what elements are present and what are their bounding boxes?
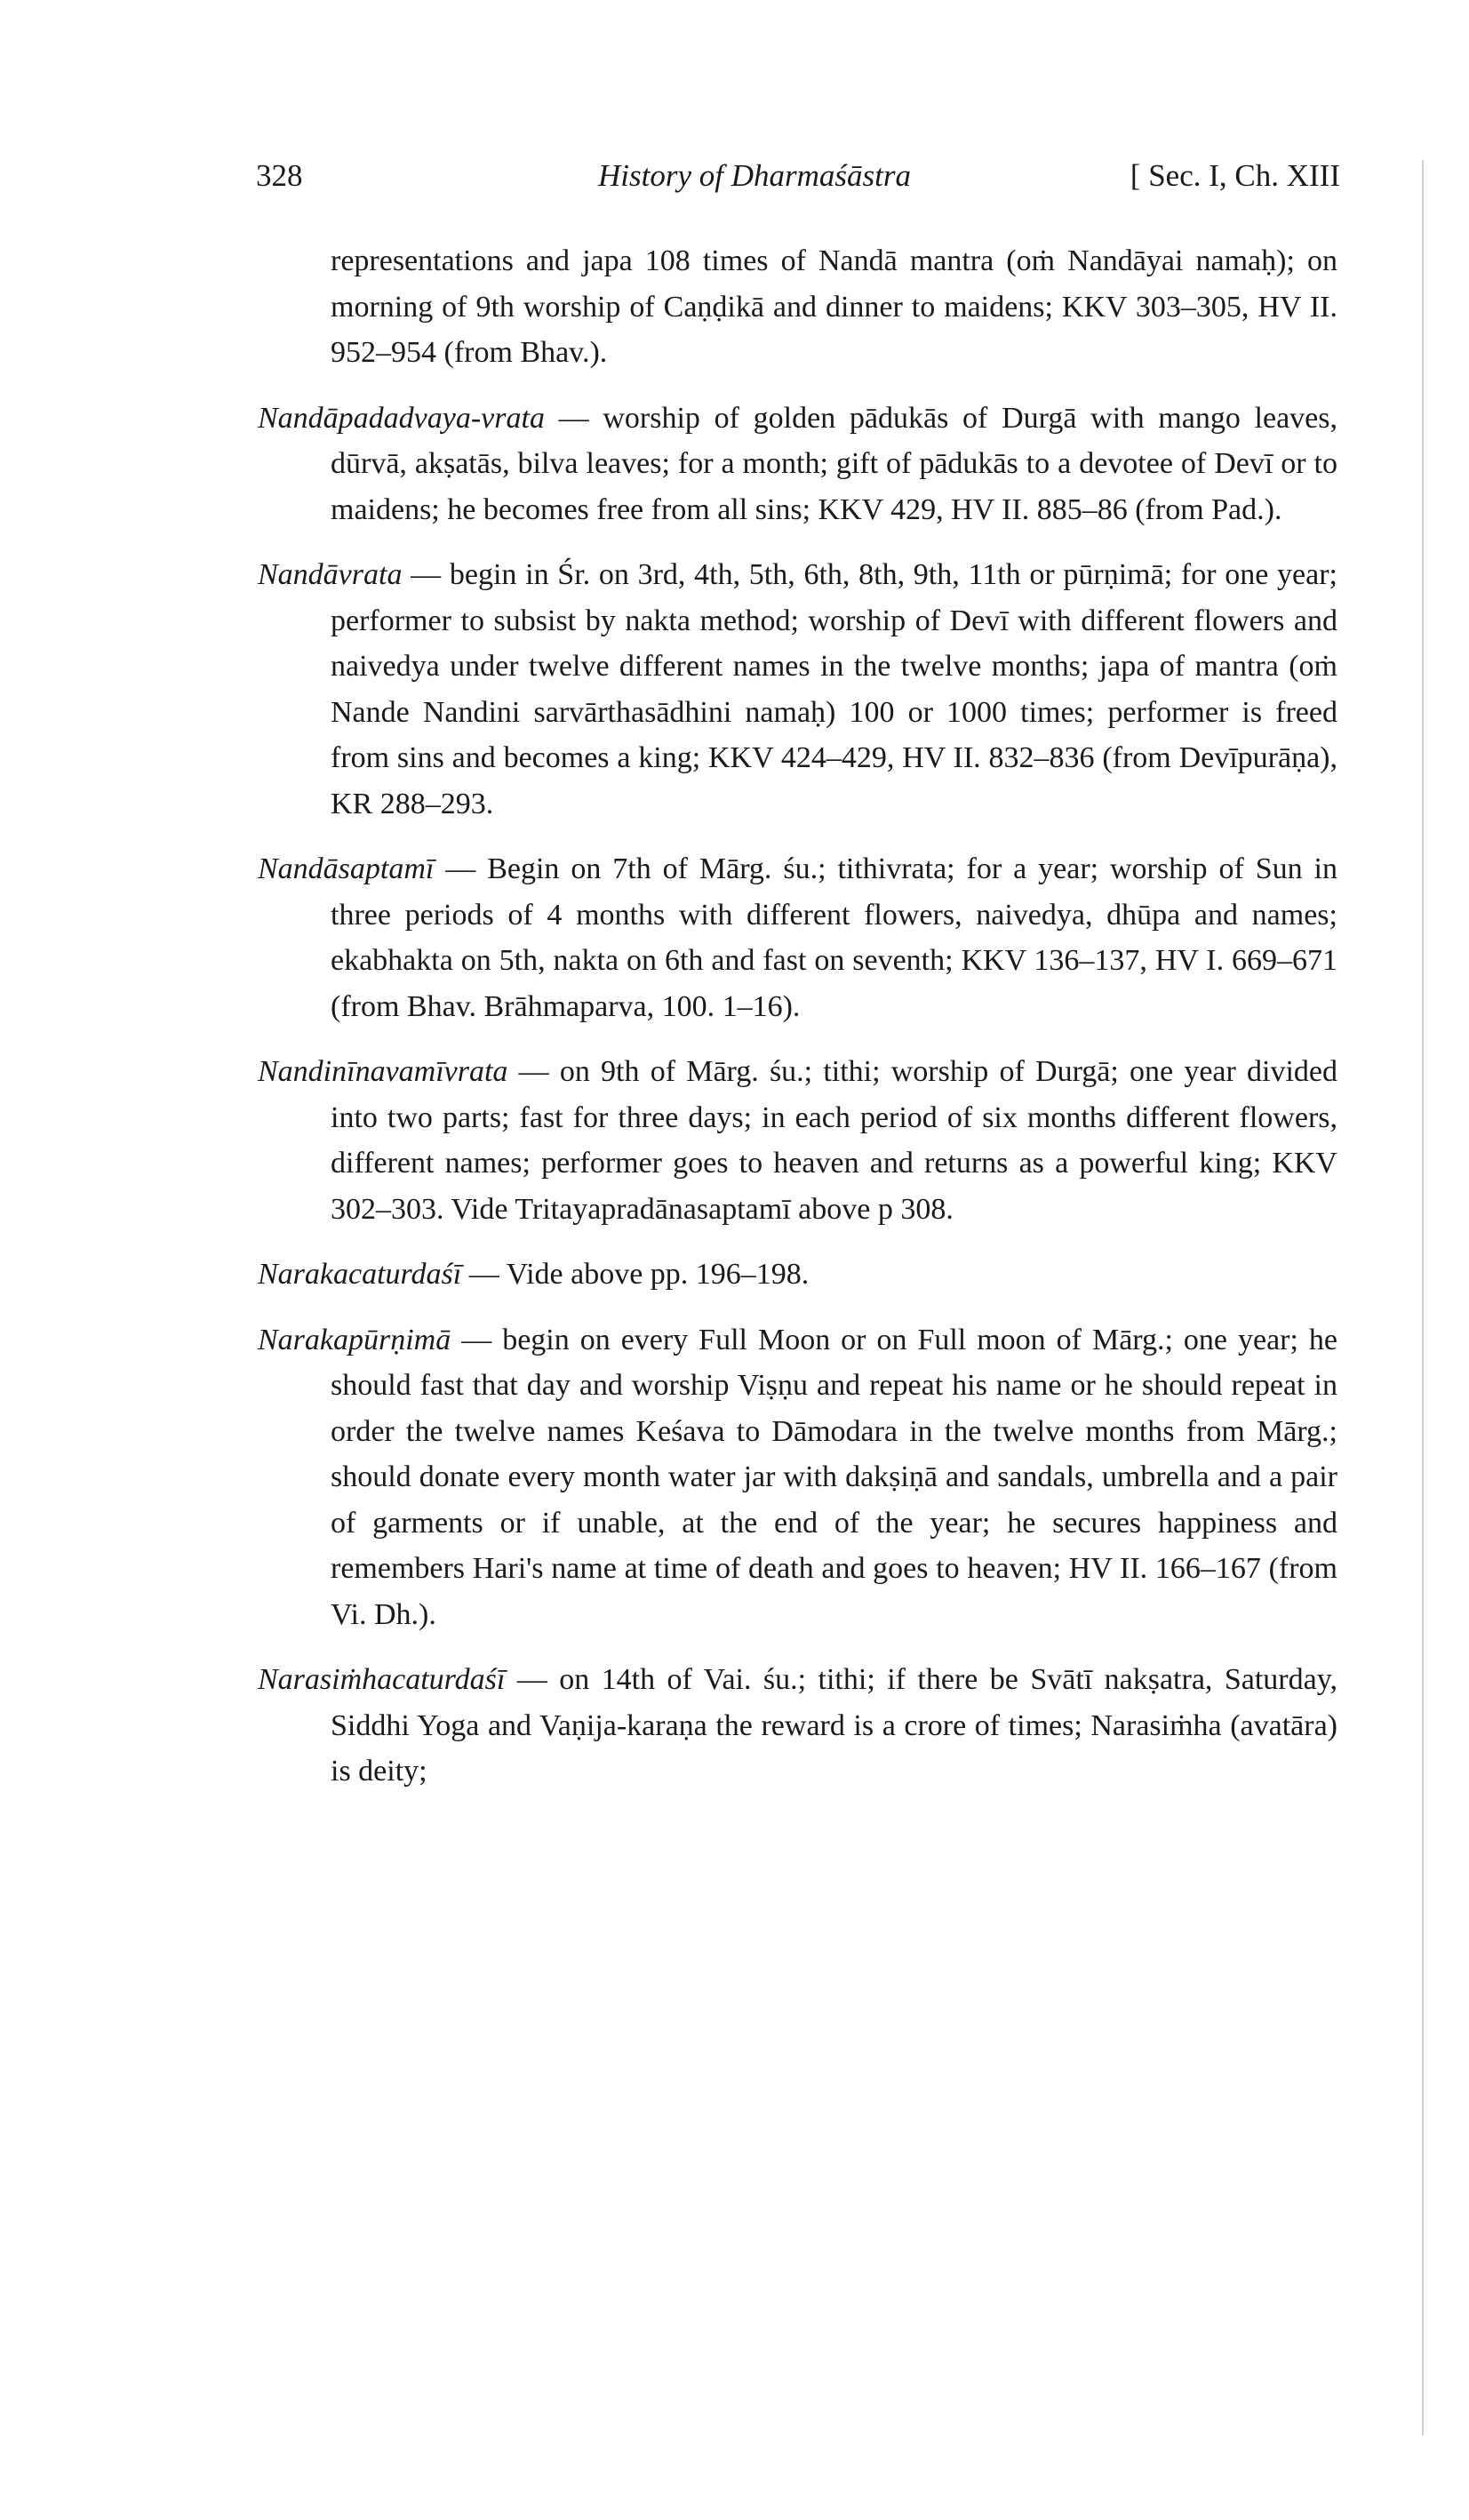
entry-nandasaptami: [258, 846, 1337, 1029]
section-reference: [ Sec. I, Ch. XIII: [1130, 158, 1340, 193]
entry-dash: —: [402, 558, 450, 591]
entry-nandavrata: [258, 552, 1337, 827]
entry-dash: —: [461, 1258, 507, 1291]
entry-narakacaturdasi: [258, 1252, 1337, 1298]
entry-dash: —: [451, 1323, 503, 1356]
entry-term: Nandāsaptamī: [258, 852, 435, 885]
scan-margin-line: [1422, 160, 1424, 2436]
entry-text: Vide above pp. 196–198.: [506, 1258, 810, 1291]
page-header: [256, 158, 1340, 203]
entry-dash: —: [505, 1663, 560, 1696]
entry-term: Narakapūrṇimā: [258, 1323, 451, 1356]
entry-list: [258, 238, 1337, 1814]
entry-text: on 14th of Vai. śu.; tithi; if there be Svātī nakṣatra, Saturday, Siddhi Yoga and Vaṇija-karaṇa the reward is a crore of times; Narasiṁha (avatāra) is deity;: [331, 1663, 1338, 1788]
running-title: History of Dharmaśāstra: [598, 158, 911, 193]
entry-text: Begin on 7th of Mārg. śu.; tithivrata; for a year; worship of Sun in three periods of 4 months with different flowers, naivedya, dhūpa and names; ekabhakta on 5th, nakta on 6th and fast on seventh; KKV 136–137, HV I. 669–671 (from Bhav. Brāhmaparva, 100. 1–16).: [331, 852, 1338, 1023]
entry-nandininavamivrata: [258, 1049, 1337, 1232]
entry-narasimhacaturdasi: [258, 1657, 1337, 1795]
entry-continuation: [258, 238, 1337, 376]
entry-dash: —: [544, 401, 603, 435]
entry-narakapurnima: [258, 1317, 1337, 1638]
entry-term: Nandāpadadvaya-vrata: [258, 401, 545, 435]
entry-term: Narakacaturdaśī: [258, 1258, 462, 1291]
entry-dash: —: [507, 1055, 560, 1088]
entry-term: Nandāvrata: [258, 558, 403, 591]
entry-text: begin on every Full Moon or on Full moon of Mārg.; one year; he should fast that day and worship Viṣṇu and repeat his name or he should repeat in order the twelve names Keśava to Dāmodara in the twelve months from Mārg.; should donate every month water jar with dakṣiṇā and sandals, umbrella and a pair of garments or if unable, at the end of the year; he secures happiness and remembers Hari's name at time of death and goes to heaven; HV II. 166–167 (from Vi. Dh.).: [331, 1323, 1338, 1631]
entry-text: on 9th of Mārg. śu.; tithi; worship of Durgā; one year divided into two parts; fast for three days; in each period of six months different flowers, different names; performer goes to heaven and returns as a powerful king; KKV 302–303. Vide Tritayapradānasaptamī above p 308.: [331, 1055, 1337, 1226]
entry-text: representations and japa 108 times of Nandā mantra (oṁ Nandāyai namaḥ); on morning of 9th worship of Caṇḍikā and dinner to maidens; KKV 303–305, HV II. 952–954 (from Bhav.).: [331, 244, 1337, 369]
entry-dash: —: [434, 852, 488, 885]
page-number: 328: [256, 158, 303, 193]
entry-term: Narasiṁhacaturdaśī: [258, 1663, 506, 1696]
entry-text: begin in Śr. on 3rd, 4th, 5th, 6th, 8th, 9th, 11th or pūrṇimā; for one year; performer to subsist by nakta method; worship of Devī with different flowers and naivedya under twelve different names in the twelve months; japa of mantra (oṁ Nande Nandini sarvārthasādhini namaḥ) 100 or 1000 times; performer is freed from sins and becomes a king; KKV 424–429, HV II. 832–836 (from Devīpurāṇa), KR 288–293.: [331, 558, 1337, 820]
entry-nandapadadvaya-vrata: [258, 396, 1337, 533]
entry-term: Nandinīnavamīvrata: [258, 1055, 508, 1088]
entry-text: worship of golden pādukās of Durgā with mango leaves, dūrvā, akṣatās, bilva leaves; for a month; gift of pādukās to a devotee of Devī or to maidens; he becomes free from all sins; KKV 429, HV II. 885–86 (from Pad.).: [331, 401, 1337, 526]
